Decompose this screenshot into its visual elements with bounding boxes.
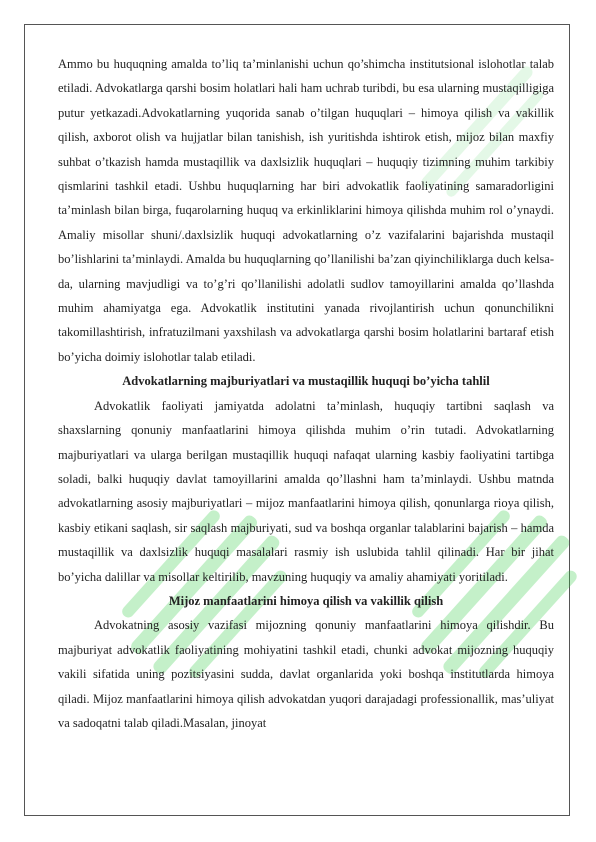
paragraph: Advokatning asosiy vazifasi mijozning qonuniy manfaatlarini himoya qilishdir. Bu majburiyat advokatlik faoliyatining mohiyatini tashkil etadi, chunki advokat mijozning huquqiy vakili sifatida uning pozitsiyasini sudda, davlat organlarida yoki boshqa institutlarda himoya qiladi. Mijoz manfaatlarini himoya qilish advokatdan yuqori darajadagi professionallik, mas’uliyat va sadoqatni talab qiladi.Masalan, jinoyat	[58, 618, 554, 730]
document-body	[58, 52, 554, 735]
paragraph: Advokatlik faoliyati jamiyatda adolatni ta’minlash, huquqiy tartibni saqlash va shaxslarning qonuniy manfaatlarini himoya qilishda muhim o’rin tutadi. Advokatlarning majburiyatlari va ularga berilgan mustaqillik huquqi nafaqat ularning kasbiy faoliyatini tartibga soladi, balki huquqiy davlat tamoyillarini amalda qo’llashni ham ta’minlaydi. Ushbu matnda advokatlarning asosiy majburiyatlari – mijoz manfaatlarini himoya qilish, qonunlarga rioya qilish, kasbiy etikani saqlash, sir saqlash majburiyati, sud va boshqa organlar talablarini bajarish – hamda mustaqillik va daxlsizlik huquqi masalalari rasmiy ish uslubida tahlil qilinadi. Har bir jihat bo’yicha dalillar va misollar keltirilib, mavzuning huquqiy va amaliy ahamiyati yoritiladi.	[58, 398, 554, 584]
section-heading: Advokatlarning majburiyatlari va mustaqillik huquqi bo’yicha tahlil	[122, 374, 490, 389]
paragraph: Ammo bu huquqning amalda to’liq ta’minlanishi uchun qo’shimcha institutsional islohotlar talab etiladi. Advokatlarga qarshi bosim holatlari hali ham uchrab turibdi, bu esa ularning mustaqilligiga putur yetkazadi.Advokatlarning yuqorida sanab o’tilgan huquqlari – himoya qilish va vakillik qilish, axborot olish va hujjatlar bilan tanishish, ish yuritishda ishtirok etish, mijoz bilan maxfiy suhbat o’tkazish hamda mustaqillik va daxlsizlik huquqlari – huquqiy tizimning muhim tarkibiy qismlarini tashkil etadi. Ushbu huquqlarning har biri advokatlik faoliyatining samaradorligini ta’minlash bilan birga, fuqarolarning huquq va erkinliklarini himoya qilishda muhim rol o’ynaydi. Amaliy misollar shuni/.daxlsizlik huquqi advokatlarning o’z vazifalarini bajarishda mustaqil bo’lishlarini ta’minlaydi. Amalda bu huquqlarning qo’llanilishi ba’zan qiyinchiliklarga duch kelsa-da, ularning mavjudligi va to’g’ri qo’llanilishi adolatli sudlov tamoyillarini amalda qo’llashda muhim ahamiyatga ega. Advokatlik institutini yanada rivojlantirish uchun qonunchilikni takomillashtirish, infratuzilmani yaxshilash va advokatlarga qarshi bosim holatlarini bartaraf etish bo’yicha doimiy islohotlar talab etiladi.	[58, 57, 554, 364]
section-heading: Mijoz manfaatlarini himoya qilish va vakillik qilish	[168, 593, 444, 608]
